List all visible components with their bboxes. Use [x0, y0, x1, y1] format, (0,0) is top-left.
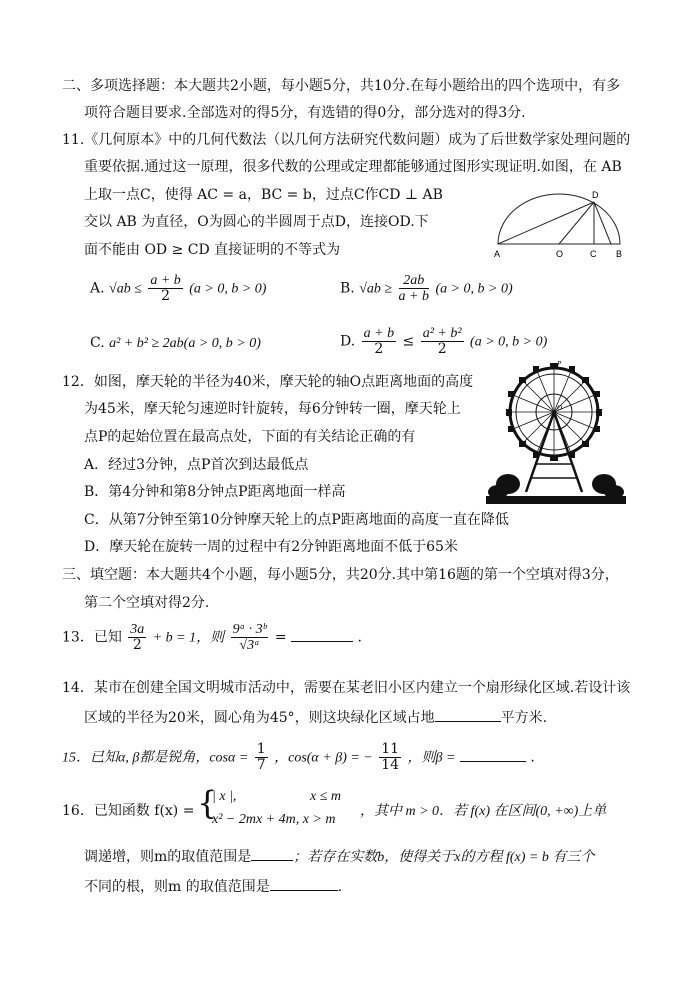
q15: 15．已知α, β都是锐角，cosα = $\frac{1}{7}$ ，cos(α + β) = − $\frac{11}{14}$ ，则β = .: [62, 741, 535, 773]
fraction: $\frac{\text{a² + b²}}{2}$: [422, 326, 462, 357]
q11-option-d[interactable]: D. $\frac{a + b}{2}$ ≤ $\frac{\text{a² + b²}}{2}$ (a > 0, b > 0): [340, 326, 548, 357]
q16-line3: 不同的根，则m 的取值范围是 .: [84, 876, 342, 896]
q14-line1: 14．某市在创建全国文明城市活动中，需要在某老旧小区内建立一个扇形绿化区域.若设计该: [62, 680, 631, 696]
q12-option-c[interactable]: C．从第7分钟至第10分钟摩天轮上的点P距离地面的高度一直在降低: [84, 512, 509, 528]
label-c: C: [590, 249, 597, 259]
q16-prefix: 16．已知函数 f(x) =: [62, 803, 195, 819]
ferris-wheel-figure: [486, 360, 626, 508]
q11-option-b[interactable]: B. √ab ≥ $\frac{2ab}{a + b}$ (a > 0, b > 0): [340, 273, 513, 304]
q13-answer-blank[interactable]: [291, 627, 353, 642]
fraction: $\frac{\text{9ᵃ · 3ᵇ}}{\text{√3ᵃ}}$: [232, 622, 267, 653]
label-b: B: [616, 249, 623, 259]
section2-line1: 二、多项选择题：本大题共2小题，每小题5分，共10分.在每小题给出的四个选项中，有多: [62, 78, 621, 94]
section3-line1: 三、填空题：本大题共4个小题，每小题5分，共20分.其中第16题的第一个空填对得3分，: [62, 567, 619, 583]
fraction: $\frac{a + b}{2}$: [363, 326, 395, 357]
q12-option-d[interactable]: D．摩天轮在旋转一周的过程中有2分钟距离地面不低于65米: [84, 539, 458, 555]
section2-line2: 项符合题目要求.全部选对的得5分，有选错的得0分，部分选对的得3分.: [84, 105, 526, 121]
q11-semicircle-figure: [490, 186, 630, 262]
q16-after: ，其中 m > 0．若 f(x) 在区间(0, +∞)上单: [360, 804, 607, 819]
label-p: P: [557, 360, 562, 368]
fraction: $\frac{2ab}{a + b}$: [398, 273, 429, 304]
q11-line3: 上取一点C，使得 AC = a，BC = b，过点C作CD ⊥ AB: [84, 187, 443, 203]
q12-option-b[interactable]: B．第4分钟和第8分钟点P距离地面一样高: [84, 484, 346, 500]
q16-cond1: x ≤ m: [310, 789, 342, 804]
fraction: $\frac{1}{7}$: [256, 741, 266, 773]
fraction: $\frac{a + b}{2}$: [150, 273, 181, 304]
q12-line3: 点P的起始位置在最高点处，下面的有关结论正确的有: [84, 429, 416, 445]
q15-answer-blank[interactable]: [460, 747, 526, 762]
q13: 13．已知 $\frac{3a}{2}$ + b = 1，则 $\frac{\text{9ᵃ · 3ᵇ}}{\text{√3ᵃ}}$ = .: [62, 622, 362, 653]
q11-line1: 11.《几何原本》中的几何代数法（以几何方法研究代数问题）成为了后世数学家处理问题的: [62, 132, 631, 148]
fraction: $\frac{3a}{2}$: [130, 622, 145, 653]
q14-answer-blank[interactable]: [435, 707, 501, 722]
q11-option-c[interactable]: C. a² + b² ≥ 2ab(a > 0, b > 0): [90, 335, 261, 351]
q16-line2: 调递增，则m的取值范围是 ；若存在实数b，使得关于x的方程 f(x) = b 有三个: [84, 846, 594, 867]
q16-answer-blank-1[interactable]: [251, 846, 293, 861]
q12-option-a[interactable]: A．经过3分钟，点P首次到达最低点: [84, 457, 309, 473]
q16-case2: x² − 2mx + 4m, x > m: [212, 812, 336, 827]
q16-answer-blank-2[interactable]: [270, 876, 338, 891]
q16-case1: | x |,: [212, 789, 237, 804]
q11-line2: 重要依据.通过这一原理，很多代数的公理或定理都能够通过图形实现证明.如图，在 AB: [84, 159, 622, 175]
q16-brace: {: [197, 784, 218, 822]
label-a: A: [494, 249, 501, 259]
label-o: O: [556, 249, 564, 259]
label-d: D: [592, 190, 599, 200]
q11-line4: 交以 AB 为直径，O为圆心的半圆周于点D，连接OD.下: [84, 214, 429, 230]
q12-line1: 12．如图，摩天轮的半径为40米，摩天轮的轴O点距离地面的高度: [62, 374, 474, 390]
q11-line5: 面不能由 OD ≥ CD 直接证明的不等式为: [84, 242, 341, 258]
label-o: O: [557, 404, 563, 412]
q11-option-a[interactable]: A. √ab ≤ $\frac{a + b}{2}$ (a > 0, b > 0): [90, 273, 267, 304]
fraction: $\frac{11}{14}$: [381, 741, 400, 773]
section3-line2: 第二个空填对得2分.: [84, 595, 210, 611]
q14-line2: 区域的半径为20米，圆心角为45°，则这块绿化区域占地 平方米.: [84, 707, 547, 727]
q12-line2: 为45米，摩天轮匀速逆时针旋转，每6分钟转一圈，摩天轮上: [84, 401, 461, 417]
